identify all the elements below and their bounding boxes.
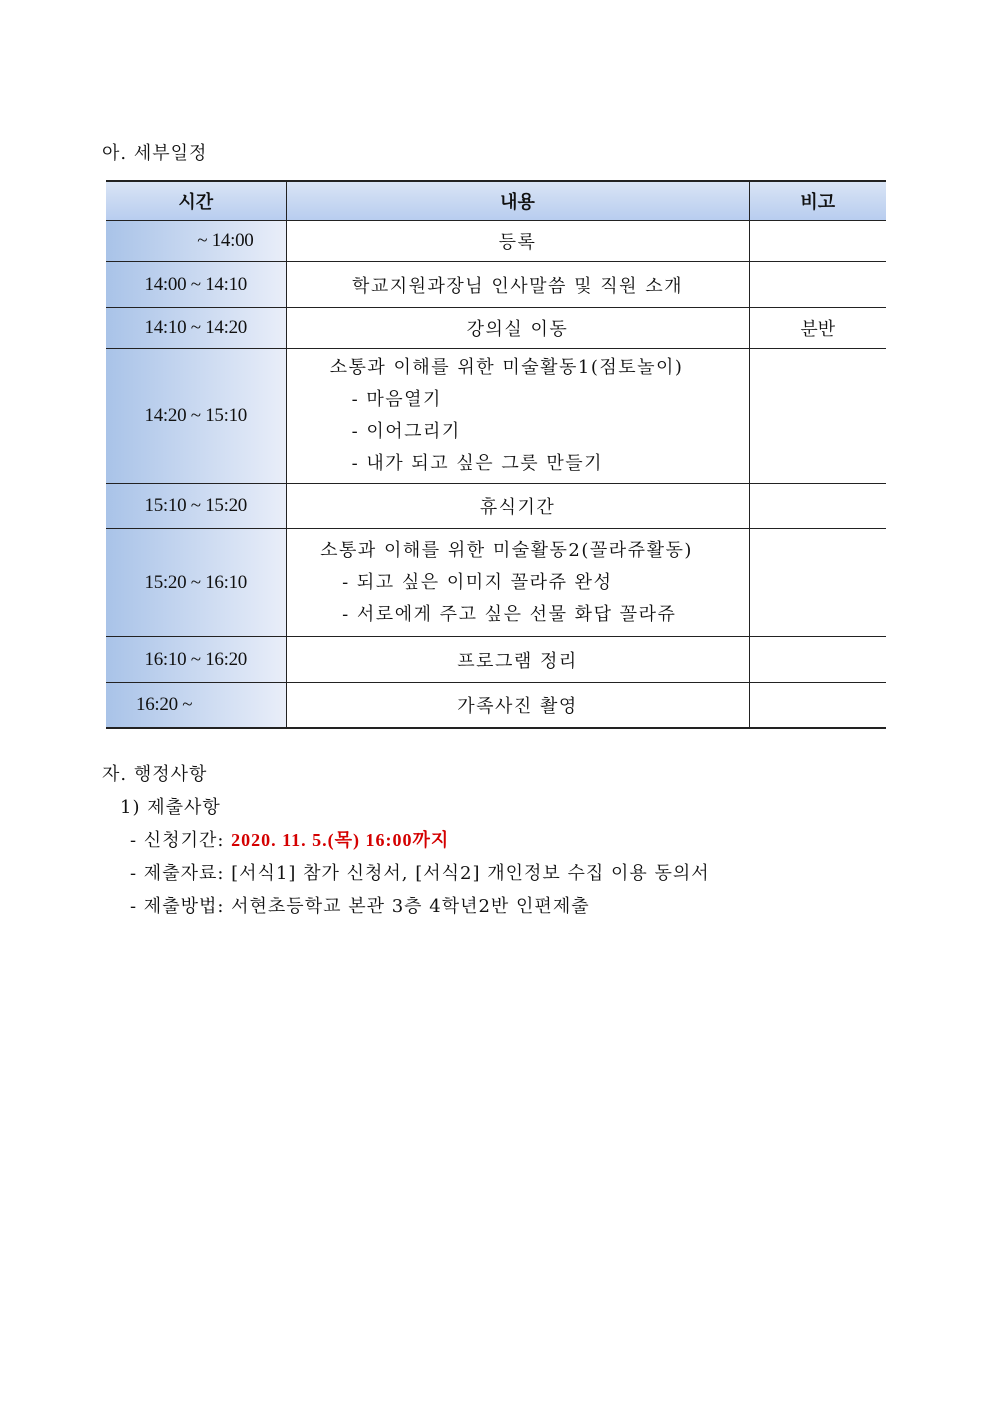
- content-text: 프로그램 정리: [457, 650, 578, 672]
- note-cell: [749, 262, 886, 308]
- content-cell: [286, 484, 749, 529]
- content-cell: [286, 637, 749, 683]
- table-row: [106, 349, 886, 484]
- time-text: ~ 14:00: [197, 230, 254, 251]
- time-text: 16:20 ~: [136, 693, 193, 715]
- table-row: [106, 221, 886, 262]
- header-note: 비고: [749, 181, 886, 221]
- content-lines: [329, 350, 684, 482]
- content-lines: [320, 533, 693, 633]
- note-cell: [749, 683, 886, 728]
- time-cell: [106, 484, 286, 529]
- note-cell: [749, 484, 886, 529]
- table-row: [106, 484, 886, 529]
- table-row: [106, 308, 886, 349]
- content-cell: [286, 308, 749, 349]
- section-b-title: 자. 행정사항: [102, 764, 208, 785]
- table-row: [106, 529, 886, 637]
- table-row: [106, 683, 886, 728]
- content-cell: [286, 529, 749, 637]
- content-line: - 되고 싶은 이미지 꼴라쥬 완성: [342, 571, 613, 593]
- content-cell: [286, 221, 749, 262]
- time-text: 14:00 ~ 14:10: [144, 273, 247, 295]
- content-text: 가족사진 촬영: [457, 695, 578, 717]
- time-cell: [106, 262, 286, 308]
- content-line: - 이어그리기: [351, 421, 461, 442]
- time-cell: [106, 308, 286, 349]
- period-value: 2020. 11. 5.(목) 16:00까지: [231, 830, 450, 850]
- table-header-row: [106, 181, 886, 221]
- time-cell: [106, 221, 286, 262]
- content-line: - 내가 되고 싶은 그릇 만들기: [351, 453, 604, 474]
- time-cell: [106, 349, 286, 484]
- admin-section: [102, 758, 710, 923]
- content-text: 강의실 이동: [466, 319, 569, 340]
- time-text: 14:10 ~ 14:20: [144, 317, 247, 338]
- application-period: [102, 824, 710, 857]
- submission-documents: - 제출자료: [서식1] 참가 신청서, [서식2] 개인정보 수집 이용 동의서: [130, 863, 710, 884]
- submission-method: - 제출방법: 서현초등학교 본관 3층 4학년2반 인편제출: [130, 896, 590, 917]
- content-cell: [286, 683, 749, 728]
- time-text: 15:20 ~ 16:10: [144, 571, 247, 593]
- time-text: 15:10 ~ 15:20: [144, 495, 247, 516]
- period-label: - 신청기간:: [130, 830, 232, 851]
- table-row: [106, 262, 886, 308]
- submission-subtitle: 1) 제출사항: [120, 797, 221, 818]
- time-text: 14:20 ~ 15:10: [144, 405, 247, 426]
- content-text: 학교지원과장님 인사말씀 및 직원 소개: [351, 275, 684, 297]
- header-content: 내용: [286, 181, 749, 221]
- schedule-table: [106, 180, 886, 729]
- time-cell: [106, 529, 286, 637]
- section-a-title: 아. 세부일정: [102, 143, 208, 164]
- content-line: - 서로에게 주고 싶은 선물 화답 꼴라쥬: [342, 603, 677, 625]
- header-time: 시간: [106, 181, 286, 221]
- time-cell: [106, 637, 286, 683]
- content-line: 소통과 이해를 위한 미술활동1(점토놀이): [329, 357, 684, 378]
- content-cell: [286, 349, 749, 484]
- content-text: 휴식기간: [479, 497, 556, 518]
- note-cell: [749, 349, 886, 484]
- time-text: 16:10 ~ 16:20: [144, 648, 247, 670]
- content-line: 소통과 이해를 위한 미술활동2(꼴라쥬활동): [320, 539, 693, 561]
- content-text: 등록: [498, 232, 537, 253]
- note-cell: [749, 637, 886, 683]
- content-cell: [286, 262, 749, 308]
- content-line: - 마음열기: [351, 389, 442, 410]
- time-cell: [106, 683, 286, 728]
- table-row: [106, 637, 886, 683]
- note-cell: [749, 529, 886, 637]
- note-cell: 분반: [749, 308, 886, 349]
- note-cell: [749, 221, 886, 262]
